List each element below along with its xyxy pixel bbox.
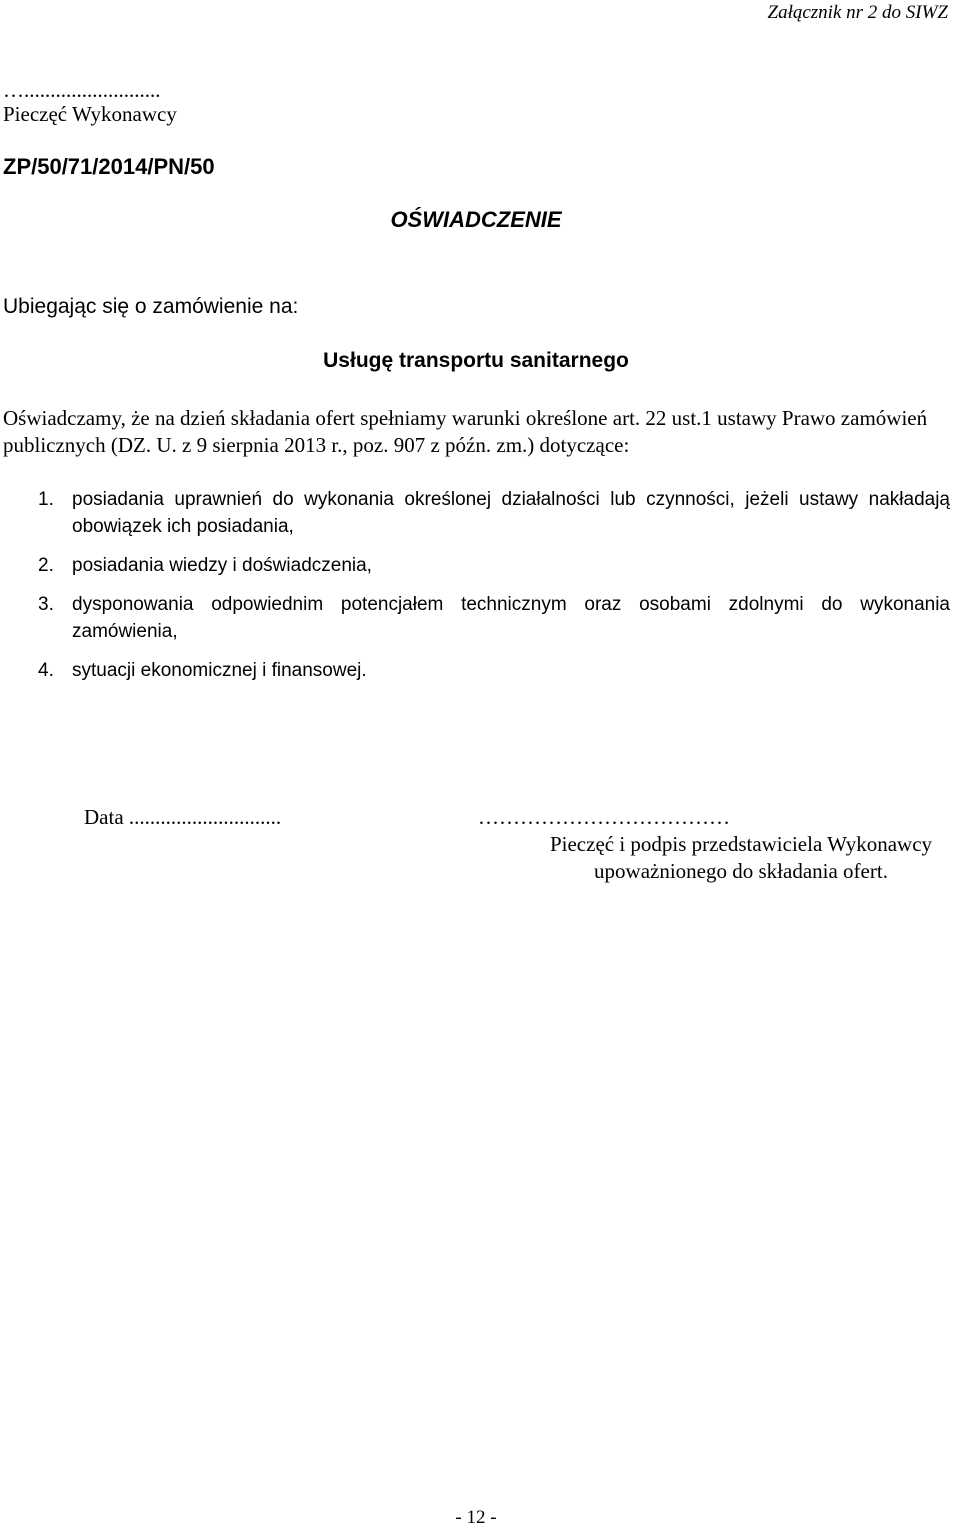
list-item-text: posiadania wiedzy i doświadczenia,	[72, 555, 372, 576]
list-item	[38, 486, 950, 540]
list-item	[38, 552, 950, 579]
list-item-number: 1.	[38, 489, 54, 510]
order-subject: Usługę transportu sanitarnego	[323, 349, 629, 372]
list-item-text: posiadania uprawnień do wykonania określonej działalności lub czynności, jeżeli ustawy nakładają obowiązek ich posiadania,	[72, 489, 950, 537]
attachment-label: Załącznik nr 2 do SIWZ	[767, 2, 948, 23]
list-item-number: 3.	[38, 594, 54, 615]
list-item	[38, 657, 950, 684]
list-item-text: dysponowania odpowiednim potencjałem technicznym oraz osobami zdolnymi do wykonania zamówienia,	[72, 594, 950, 642]
signature-dots: ………………………………	[478, 805, 730, 829]
list-item-text: sytuacji ekonomicznej i finansowej.	[72, 660, 367, 681]
stamp-label: Pieczęć Wykonawcy	[3, 102, 177, 126]
reference-number: ZP/50/71/2014/PN/50	[3, 154, 215, 179]
stamp-dots: …..........................	[3, 78, 161, 102]
date-label: Data .............................	[84, 805, 282, 829]
list-item-number: 4.	[38, 660, 54, 681]
list-item-number: 2.	[38, 555, 54, 576]
document-title: OŚWIADCZENIE	[390, 207, 562, 232]
signature-caption: Pieczęć i podpis przedstawiciela Wykonawcy upoważnionego do składania ofert.	[549, 832, 933, 883]
declaration-paragraph: Oświadczamy, że na dzień składania ofert spełniamy warunki określone art. 22 ust.1 ustawy Prawo zamówień publicznych (DZ. U. z 9 sierpnia 2013 r., poz. 907 z późn. zm.) dotyczące:	[3, 406, 928, 457]
page-number: - 12 -	[455, 1507, 497, 1528]
list-item	[38, 591, 950, 645]
intro-text: Ubiegając się o zamówienie na:	[3, 295, 299, 318]
